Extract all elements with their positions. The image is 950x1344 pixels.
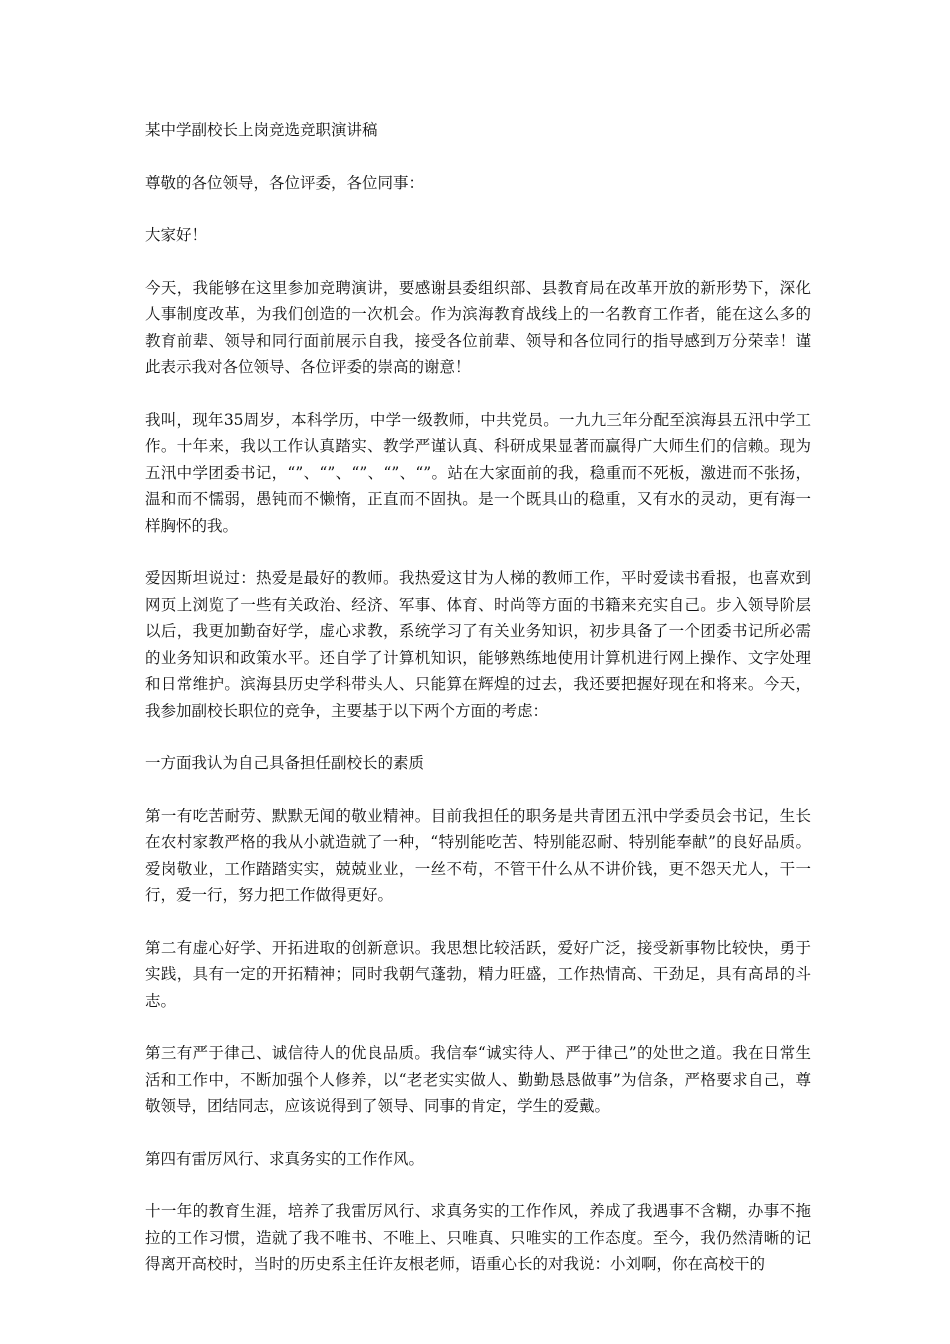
body-paragraph: 爱因斯坦说过：热爱是最好的教师。我热爱这甘为人梯的教师工作，平时爱读书看报，也喜欢到网页上浏览了一些有关政治、经济、军事、体育、时尚等方面的书籍来充实自己。步入领导阶层以后，我更加勤奋好学，虚心求教，系统学习了有关业务知识，初步具备了一个团委书记所必需的业务知识和政策水平。还自学了计算机知识，能够熟练地使用计算机进行网上操作、文字处理和日常维护。滨海县历史学科带头人、只能算在辉煌的过去，我还要把握好现在和将来。今天，我参加副校长职位的竞争，主要基于以下两个方面的考虑：: [145, 569, 811, 720]
document-title: 某中学副校长上岗竞选竞职演讲稿: [145, 121, 378, 139]
body-paragraph: 我叫，现年35周岁，本科学历，中学一级教师，中共党员。一九九三年分配至滨海县五汛中学工作。十年来，我以工作认真踏实、教学严谨认真、科研成果显著而赢得广大师生们的信赖。现为五汛中学团委书记，“”、“”、“”、“”、“”。站在大家面前的我，稳重而不死板，激进而不张扬，温和而不懦弱，愚钝而不懒惰，正直而不固执。是一个既具山的稳重，又有水的灵动，更有海一样胸怀的我。: [145, 410, 811, 535]
salutation-paragraph: 尊敬的各位领导，各位评委，各位同事：: [145, 173, 425, 192]
body-paragraph: 第一有吃苦耐劳、默默无闻的敬业精神。目前我担任的职务是共青团五汛中学委员会书记，生长在农村家教严格的我从小就造就了一种，“特别能吃苦、特别能忍耐、特别能奉献”的良好品质。爱岗敬业，工作踏踏实实，兢兢业业，一丝不苟，不管干什么从不讲价钱，更不怨天尤人，干一行，爱一行，努力把工作做得更好。: [145, 806, 811, 904]
section-heading: 一方面我认为自己具备担任副校长的素质: [145, 754, 425, 772]
document-body: [145, 117, 811, 1304]
body-paragraph: 今天，我能够在这里参加竞聘演讲，要感谢县委组织部、县教育局在改革开放的新形势下，深化人事制度改革，为我们创造的一次机会。作为滨海教育战线上的一名教育工作者，能在这么多的教育前辈、领导和同行面前展示自我，接受各位前辈、领导和各位同行的指导感到万分荣幸！谨此表示我对各位领导、各位评委的崇高的谢意！: [145, 278, 811, 376]
body-paragraph: 第三有严于律己、诚信待人的优良品质。我信奉“诚实待人、严于律己”的处世之道。我在日常生活和工作中，不断加强个人修养，以“老老实实做人、勤勤恳恳做事”为信条，严格要求自己，尊敬领导，团结同志，应该说得到了领导、同事的肯定，学生的爱戴。: [145, 1044, 811, 1115]
body-paragraph: 十一年的教育生涯，培养了我雷厉风行、求真务实的工作作风，养成了我遇事不含糊，办事不拖拉的工作习惯，造就了我不唯书、不唯上、只唯真、只唯实的工作态度。至今，我仍然清晰的记得离开高校时，当时的历史系主任许友根老师，语重心长的对我说：小刘啊，你在高校干的: [145, 1202, 811, 1273]
body-paragraph: 第二有虚心好学、开拓进取的创新意识。我思想比较活跃，爱好广泛，接受新事物比较快，勇于实践，具有一定的开拓精神；同时我朝气蓬勃，精力旺盛，工作热情高、干劲足，具有高昂的斗志。: [145, 938, 811, 1010]
greeting-paragraph: 大家好！: [145, 226, 208, 244]
section-heading: 第四有雷厉风行、求真务实的工作作风。: [145, 1149, 425, 1168]
